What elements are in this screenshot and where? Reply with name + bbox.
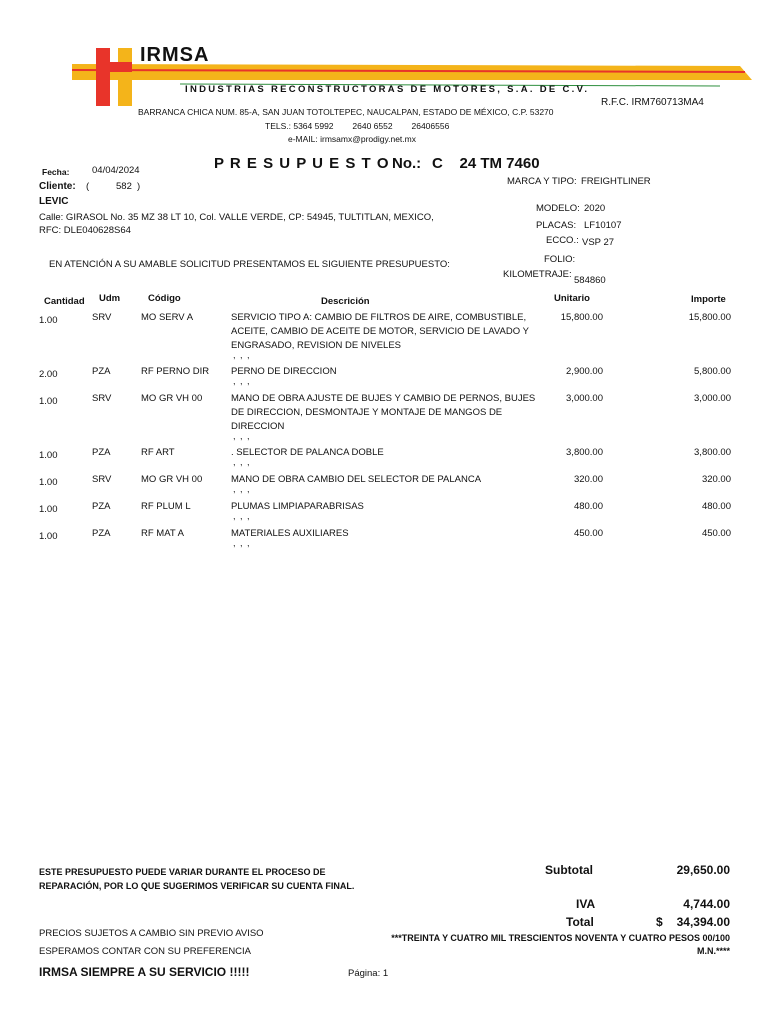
prices-note: PRECIOS SUJETOS A CAMBIO SIN PREVIO AVISO: [39, 928, 264, 939]
subtotal-label: Subtotal: [545, 863, 593, 877]
row-description: MANO DE OBRA CAMBIO DEL SELECTOR DE PALANCA: [231, 474, 482, 485]
row-qty: 1.00: [39, 504, 58, 515]
row-unit: SRV: [92, 474, 112, 485]
company-rfc: R.F.C. IRM760713MA4: [601, 97, 704, 108]
row-amount: 3,000.00: [694, 393, 731, 404]
row-unit-price: 15,800.00: [560, 312, 603, 323]
slogan: IRMSA SIEMPRE A SU SERVICIO !!!!!: [39, 965, 250, 979]
row-unit: PZA: [92, 528, 111, 539]
brand-label: MARCA Y TIPO:: [507, 176, 577, 187]
row-unit: SRV: [92, 312, 112, 323]
date-label: Fecha:: [42, 167, 70, 177]
row-qty: 1.00: [39, 477, 58, 488]
plates-label: PLACAS:: [536, 220, 577, 231]
client-paren-open: (: [86, 181, 90, 192]
quote-title: P R E S U P U E S T O: [214, 155, 390, 172]
intro-text: EN ATENCIÓN A SU AMABLE SOLICITUD PRESENTAMOS EL SIGUIENTE PRESUPUESTO:: [49, 259, 450, 270]
row-dots: , , ,: [233, 350, 251, 360]
amount-in-words-line-2: M.N.****: [696, 946, 730, 956]
ecco-value: VSP 27: [582, 237, 615, 248]
row-description: MANO DE OBRA AJUSTE DE BUJES Y CAMBIO DE PERNOS, BUJES DE DIRECCION, DESMONTAJE Y MONTAJE DE MANGOS DE DIRECCION: [231, 393, 536, 432]
header-unit-price: Unitario: [554, 293, 590, 304]
row-qty: 1.00: [39, 396, 58, 407]
notice-line-2: REPARACIÓN, POR LO QUE SUGERIMOS VERIFICAR SU CUENTA FINAL.: [39, 881, 355, 891]
row-amount: 5,800.00: [694, 366, 731, 377]
row-unit: PZA: [92, 501, 111, 512]
row-amount: 320.00: [701, 474, 731, 485]
notice-line-1: ESTE PRESUPUESTO PUEDE VARIAR DURANTE EL PROCESO DE: [39, 867, 326, 877]
row-description: PERNO DE DIRECCION: [231, 366, 337, 377]
row-code: RF MAT A: [141, 528, 184, 539]
row-unit-price: 3,800.00: [566, 447, 603, 458]
header-desc: Descrición: [321, 296, 370, 307]
row-dots: , , ,: [233, 457, 251, 467]
row-code: RF PERNO DIR: [141, 366, 210, 377]
km-label: KILOMETRAJE:: [503, 269, 572, 280]
row-dots: , , ,: [233, 484, 251, 494]
row-amount: 15,800.00: [688, 312, 731, 323]
row-code: RF PLUM L: [141, 501, 191, 512]
company-phones: TELS.: 5364 5992 2640 6552 26406556: [265, 121, 450, 131]
row-unit-price: 480.00: [573, 501, 603, 512]
header-unit: Udm: [99, 293, 121, 304]
row-unit-price: 2,900.00: [566, 366, 603, 377]
row-unit: SRV: [92, 393, 112, 404]
subtotal-value: 29,650.00: [676, 863, 730, 877]
client-number: 582: [116, 181, 132, 192]
row-qty: 1.00: [39, 531, 58, 542]
client-label: Cliente:: [39, 181, 76, 192]
ecco-label: ECCO.:: [546, 235, 579, 246]
row-description: SERVICIO TIPO A: CAMBIO DE FILTROS DE AIRE, COMBUSTIBLE, ACEITE, CAMBIO DE ACEITE DE MOTOR, SERVICIO DE LAVADO Y ENGRASADO, REVISION DE NIVELES: [231, 312, 529, 351]
iva-value: 4,744.00: [683, 897, 730, 911]
client-name: LEVIC: [39, 196, 69, 207]
company-email: e-MAIL: irmsamx@prodigy.net.mx: [288, 134, 416, 144]
row-description: PLUMAS LIMPIAPARABRISAS: [231, 501, 364, 512]
row-code: RF ART: [141, 447, 175, 458]
iva-label: IVA: [576, 897, 596, 911]
date-value: 04/04/2024: [92, 165, 140, 176]
total-value: 34,394.00: [676, 915, 730, 929]
row-unit-price: 450.00: [573, 528, 603, 539]
row-dots: , , ,: [233, 376, 251, 386]
km-value: 584860: [574, 275, 606, 286]
row-unit: PZA: [92, 366, 111, 377]
header-amount: Importe: [691, 294, 726, 305]
row-amount: 480.00: [701, 501, 731, 512]
model-value: 2020: [584, 203, 606, 214]
brand-value: FREIGHTLINER: [581, 176, 651, 187]
client-rfc: RFC: DLE040628S64: [39, 225, 131, 236]
row-unit-price: 320.00: [573, 474, 603, 485]
row-description: . SELECTOR DE PALANCA DOBLE: [231, 447, 384, 458]
row-dots: , , ,: [233, 538, 251, 548]
row-unit-price: 3,000.00: [566, 393, 603, 404]
row-qty: 1.00: [39, 450, 58, 461]
total-currency: $: [656, 915, 663, 929]
amount-in-words-line-1: ***TREINTA Y CUATRO MIL TRESCIENTOS NOVENTA Y CUATRO PESOS 00/100: [391, 933, 730, 943]
client-address: Calle: GIRASOL No. 35 MZ 38 LT 10, Col. VALLE VERDE, CP: 54945, TULTITLAN, MEXICO,: [39, 212, 434, 223]
model-label: MODELO:: [536, 203, 580, 214]
company-full-name: INDUSTRIAS RECONSTRUCTORAS DE MOTORES, S.A. DE C.V.: [185, 84, 590, 95]
row-amount: 3,800.00: [694, 447, 731, 458]
quote-number: C 24 TM 7460: [432, 155, 540, 172]
preference-note: ESPERAMOS CONTAR CON SU PREFERENCIA: [39, 946, 252, 957]
row-dots: , , ,: [233, 511, 251, 521]
total-label: Total: [566, 915, 594, 929]
row-qty: 1.00: [39, 315, 58, 326]
row-code: MO GR VH 00: [141, 393, 203, 404]
company-address: BARRANCA CHICA NUM. 85-A, SAN JUAN TOTOLTEPEC, NAUCALPAN, ESTADO DE MÉXICO, C.P. 53270: [138, 107, 554, 117]
logo-wordmark: IRMSA: [140, 44, 210, 66]
row-code: MO GR VH 00: [141, 474, 203, 485]
row-unit: PZA: [92, 447, 111, 458]
row-qty: 2.00: [39, 369, 58, 380]
row-dots: , , ,: [233, 431, 251, 441]
plates-value: LF10107: [584, 220, 622, 231]
quote-number-label: No.:: [392, 155, 422, 172]
row-description: MATERIALES AUXILIARES: [231, 528, 349, 539]
folio-label: FOLIO:: [544, 254, 576, 265]
page-number: Página: 1: [348, 968, 389, 979]
header-qty: Cantidad: [44, 296, 85, 307]
row-amount: 450.00: [701, 528, 731, 539]
client-paren-close: ): [137, 181, 141, 192]
row-code: MO SERV A: [141, 312, 194, 323]
header-code: Código: [148, 293, 181, 304]
